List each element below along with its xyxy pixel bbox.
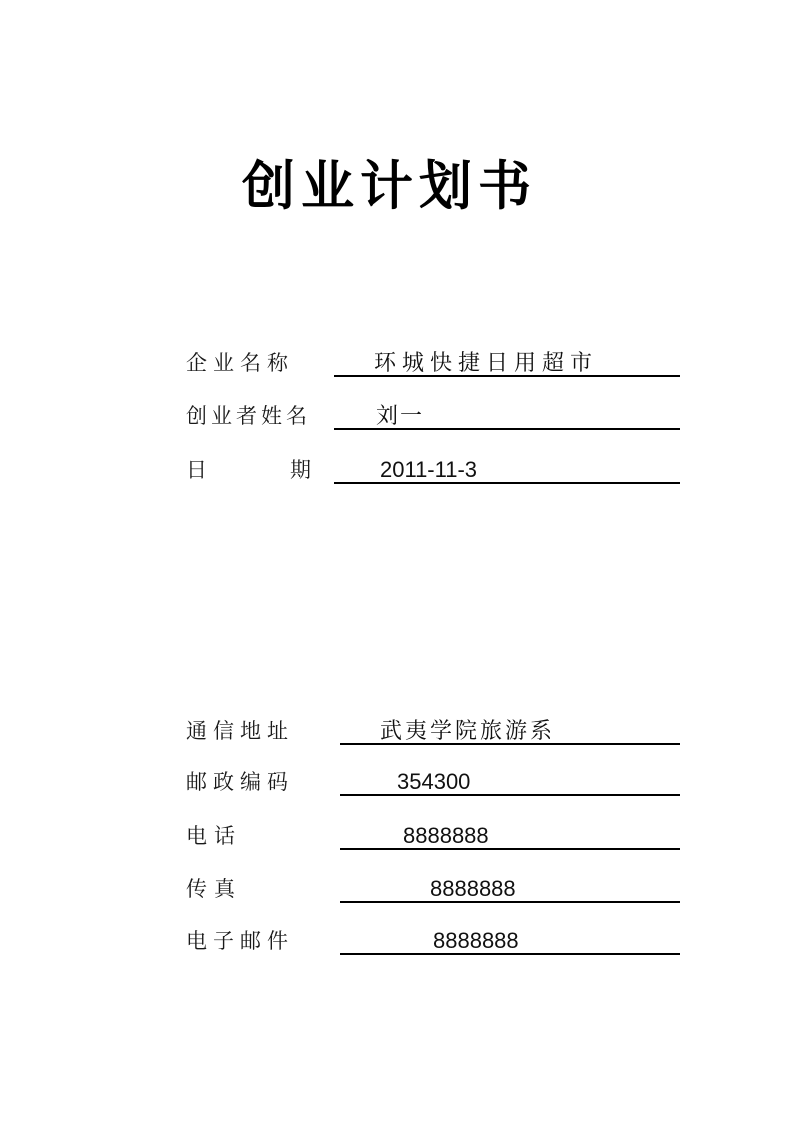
field-row-date bbox=[186, 452, 680, 484]
phone-label: 电话 bbox=[186, 823, 242, 848]
date-label: 日期 bbox=[186, 457, 311, 482]
founder-name-underline bbox=[334, 398, 680, 430]
company-name-underline bbox=[334, 345, 680, 377]
fax-underline bbox=[340, 871, 680, 903]
field-row-founder-name bbox=[186, 398, 680, 430]
founder-name-value: 刘一 bbox=[376, 402, 425, 428]
fax-label: 传真 bbox=[186, 876, 242, 901]
field-row-postal-code bbox=[186, 764, 680, 796]
company-name-label: 企业名称 bbox=[186, 350, 294, 375]
field-row-fax bbox=[186, 871, 680, 903]
phone-value: 8888888 bbox=[403, 822, 489, 848]
email-label: 电子邮件 bbox=[186, 928, 294, 953]
founder-name-label: 创业者姓名 bbox=[186, 403, 311, 428]
email-underline bbox=[340, 923, 680, 955]
phone-underline bbox=[340, 818, 680, 850]
date-value: 2011-11-3 bbox=[380, 456, 478, 482]
document-title: 创业计划书 bbox=[242, 158, 537, 216]
field-row-address bbox=[186, 713, 680, 745]
postal-code-value: 354300 bbox=[397, 768, 471, 794]
fax-value: 8888888 bbox=[430, 875, 516, 901]
address-underline bbox=[340, 713, 680, 745]
date-underline bbox=[334, 452, 680, 484]
address-value: 武夷学院旅游系 bbox=[380, 717, 556, 743]
field-row-phone bbox=[186, 818, 680, 850]
company-name-value: 环城快捷日用超市 bbox=[374, 349, 599, 375]
address-label: 通信地址 bbox=[186, 718, 294, 743]
field-row-email bbox=[186, 923, 680, 955]
email-value: 8888888 bbox=[433, 927, 519, 953]
postal-code-label: 邮政编码 bbox=[186, 769, 294, 794]
field-row-company-name bbox=[186, 345, 680, 377]
postal-code-underline bbox=[340, 764, 680, 796]
